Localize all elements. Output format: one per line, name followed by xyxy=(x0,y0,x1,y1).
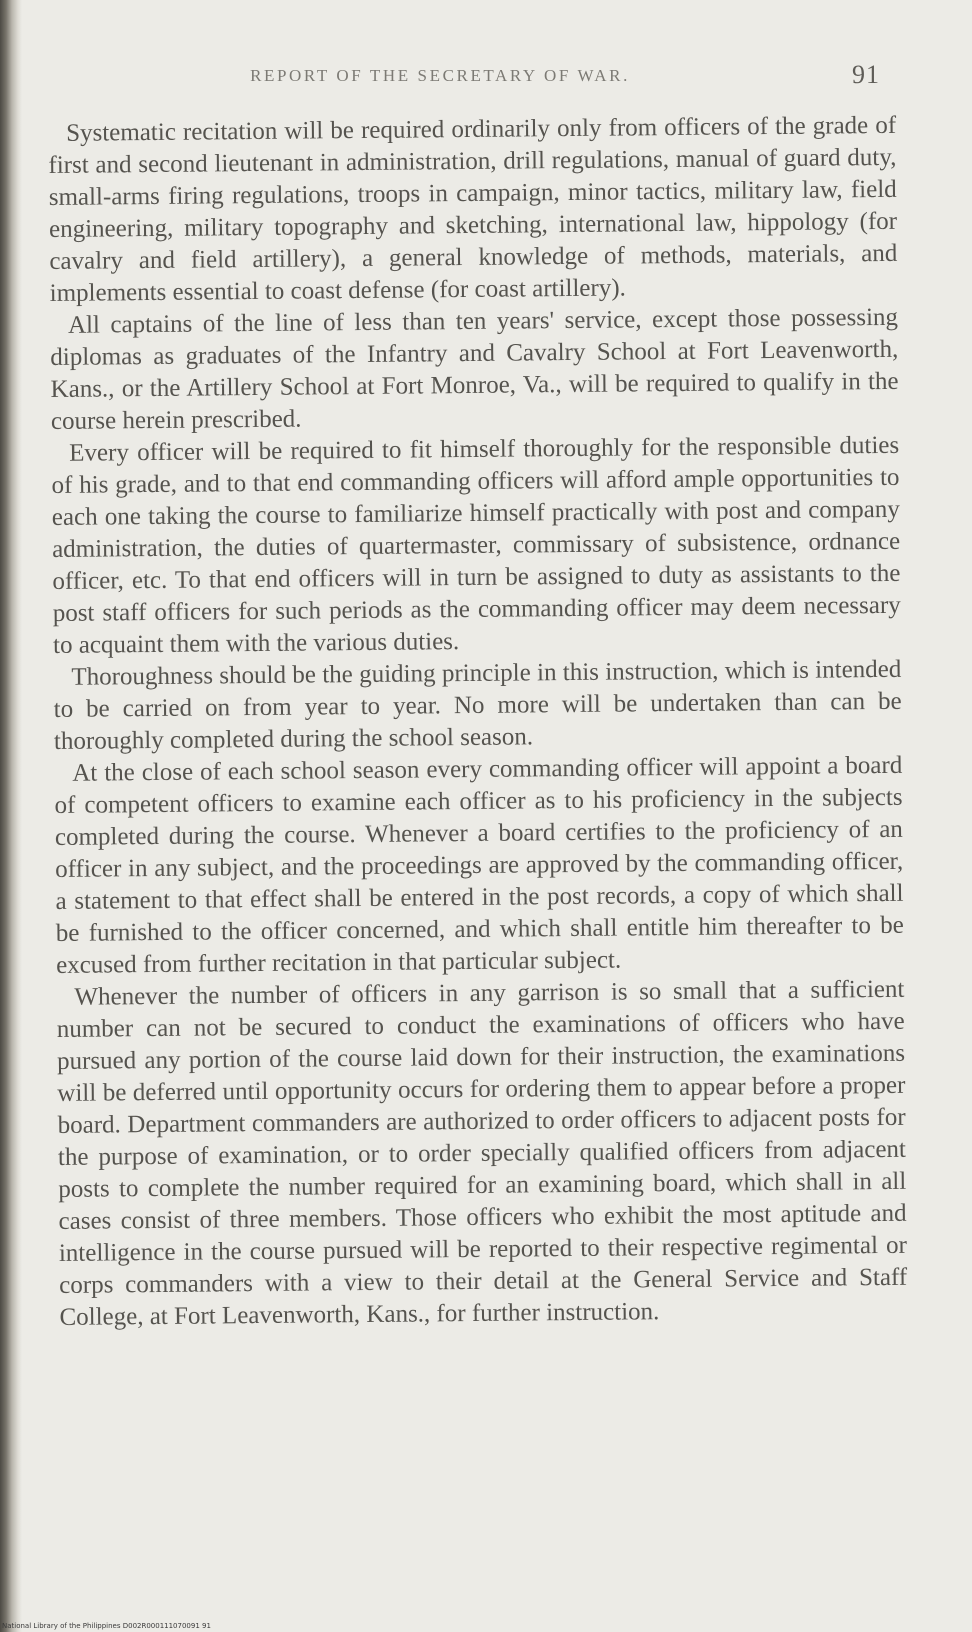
running-head: REPORT OF THE SECRETARY OF WAR. xyxy=(250,66,630,85)
paragraph: Whenever the number of officers in any garrison is so small that a sufficient number can not be secured to conduct the examinations of officers who have pursued any portion of the course laid down for their instruction, the examinations will be deferred until opportunity occurs for ordering them to appear before a proper board. Department commanders are authorized to order officers to adjacent posts for the purpose of examination, or to order specially qualified officers from adjacent posts to complete the number required for an examining board, which shall in all cases consist of three members. Those officers who exhibit the most aptitude and intelligence in the course pursued will be reported to their respective regimental or corps commanders with a view to their detail at the General Service and Staff College, at Fort Leavenworth, Kans., for further instruction. xyxy=(56,975,908,1331)
paragraph: All captains of the line of less than ten years' service, except those possessing diplomas as graduates of the Infantry and Cavalry School at Fort Leavenworth, Kans., or the Artillery School at Fort Monroe, Va., will be required to qualify in the course herein prescribed. xyxy=(50,303,899,435)
paragraph: At the close of each school season every commanding officer will appoint a board of competent officers to examine each officer as to his proficiency in the subjects completed during the course. Whenever a board certifies to the proficiency of an officer in any subject, and the proceedings are approved by the commanding officer, a statement to that effect shall be entered in the post records, a copy of which shall be furnished to the officer concerned, and which shall entitle him thereafter to be excused from further recitation in that particular subject. xyxy=(54,751,904,979)
paragraph: Every officer will be required to fit himself thoroughly for the responsible duties of his grade, and to that end commanding officers will afford ample opportunities to each one taking the course to familiarize himself practically with post and company administration, the duties of quartermaster, commissary of subsistence, ordnance officer, etc. To that end officers will in turn be assigned to duty as assistants to the post staff officers for such periods as the commanding officer may deem necessary to acquaint them with the various duties. xyxy=(51,431,901,659)
page-number: 91 xyxy=(852,60,880,89)
body-text xyxy=(48,110,908,1334)
paragraph: Thoroughness should be the guiding principle in this instruction, which is intended to be carried on from year to year. No more will be undertaken than can be thoroughly completed during the school season. xyxy=(53,655,902,755)
paragraph: Systematic recitation will be required ordinarily only from officers of the grade of first and second lieutenant in administration, drill regulations, manual of guard duty, small-arms firing regulations, troops in campaign, minor tactics, military law, field engineering, military topography and sketching, international law, hippology (for cavalry and field artillery), a general knowledge of methods, materials, and implements essential to coast defense (for coast artillery). xyxy=(48,111,898,307)
scan-credit: National Library of the Philippines D002R000111070091 91 xyxy=(2,1622,211,1630)
